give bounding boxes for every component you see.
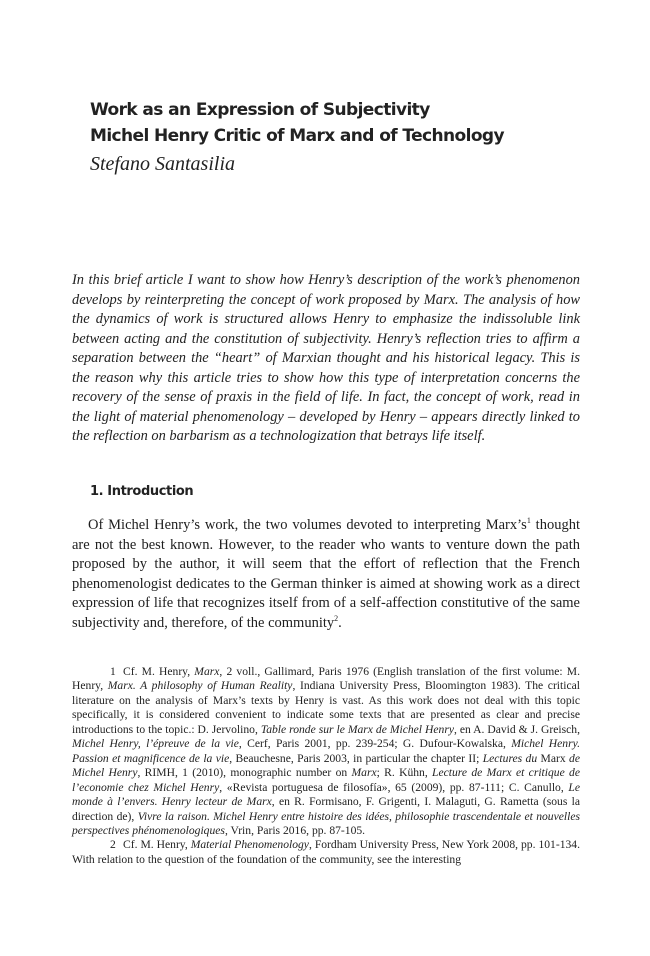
footnote-text: Cf. M. Henry, [123,838,191,852]
footnote-italic: Marx. A philosophy of Human Reality [107,679,293,693]
footnote-italic: Le monde à l’envers. Henry lecteur de Marx [72,780,580,809]
footnote-italic: Marx [351,766,377,780]
footnote-text: , RIMH, 1 (2010), monographic number on [137,766,352,780]
footnote-text: , en A. David & J. Greisch, [453,722,580,736]
footnote-number: 2 [110,838,116,852]
paragraph-text-start: Of Michel Henry’s work, the two volumes devoted to interpreting Marx’s [88,517,527,533]
paragraph-text-end: . [338,614,342,631]
body-paragraph [72,516,580,633]
footnotes [72,665,580,867]
footnote-text: , 2 voll., Gallimard, Paris 1976 (English translation of the first volume: M. Henry, [72,665,581,693]
footnote-italic: de Michel Henry [72,751,580,780]
footnote-1 [72,665,580,838]
author-name: Stefano Santasilia [90,153,235,175]
footnote-italic: Lectures du [482,751,538,765]
footnote-italic: Material Phenomenology [190,838,309,852]
footnote-text: , Beauchesne, Paris 2003, in particular the chapter II; [229,751,483,765]
footnote-ref-2[interactable]: 2 [334,613,339,623]
footnote-text: , en R. Formisano, F. Grigenti, I. Malaguti, G. Rametta (sous la direction de), [72,795,580,823]
footnote-text: , Cerf, Paris 2001, pp. 239-254; G. Dufour-Kowalska, [238,737,512,751]
section-heading: 1. Introduction [90,484,194,499]
footnote-italic: Michel Henry. Passion et magnificence de la vie [72,737,580,765]
footnote-text: Marx [537,751,570,765]
footnote-2 [72,838,580,867]
footnote-text: Cf. M. Henry, [123,665,195,678]
footnote-italic: Table ronde sur le Marx de Michel Henry [260,722,454,736]
article-subtitle: Michel Henry Critic of Marx and of Technology [90,126,504,146]
article-title: Work as an Expression of Subjectivity [90,100,430,120]
footnote-text: , Vrin, Paris 2016, pp. 87-105. [224,823,366,837]
footnote-italic: Lecture de Marx et critique de l’economie chez Michel Henry [72,766,580,794]
footnote-text: , Fordham University Press, New York 2008, pp. 101-134. With relation to the question of the foundation of the community, see the interesting [72,838,580,866]
footnote-text: , «Revista portuguesa de filosofía», 65 (2009), pp. 87-111; C. Canullo, [219,780,569,794]
footnote-text: , Indiana University Press, Bloomington 1983). The critical literature on the analysis of Marx’s texts by Henry is vast. As this work does not deal with this topic specifically, it is considered convenient to indicate some texts that are presented as clear and precise introductions to the topic.: D. Jervolino, [72,679,580,736]
paragraph-text-middle: thought are not the best known. However, to the reader who wants to venture down the path proposed by the author, it will seem that the effort of reflection that the French phenomenologist dedicates to the German thinker is aimed at showing work as a direct expression of life that recognizes itself from of a self-affection constitutive of the same subjectivity and, therefore, of the community [72,517,580,631]
footnote-text: ; R. Kühn, [376,766,433,780]
footnote-italic: Marx [194,665,220,678]
footnote-italic: Vivre la raison. Michel Henry entre histoire des idées, philosophie trascendentale et nouvelles perspectives phénomenologiques [72,809,580,837]
footnote-number: 1 [110,665,116,678]
footnote-ref-1[interactable]: 1 [526,516,531,526]
abstract: In this brief article I want to show how Henry’s description of the work’s phenomenon develops by reinterpreting the concept of work proposed by Marx. The analysis of how the dynamics of work is structured allows Henry to emphasize the indissoluble link between acting and the constitution of subjectivity. Henry’s reflection tries to affirm a separation between the “heart” of Marxian thought and his historical legacy. This is the reason why this article tries to show how this type of interpretation concerns the recovery of the sense of praxis in the field of life. In fact, the concept of work, read in the light of material phenomenology – developed by Henry – appears directly linked to the reflection on barbarism as a technologization that betrays life itself. [72,272,580,444]
footnote-italic: Michel Henry, l’épreuve de la vie [72,737,239,751]
